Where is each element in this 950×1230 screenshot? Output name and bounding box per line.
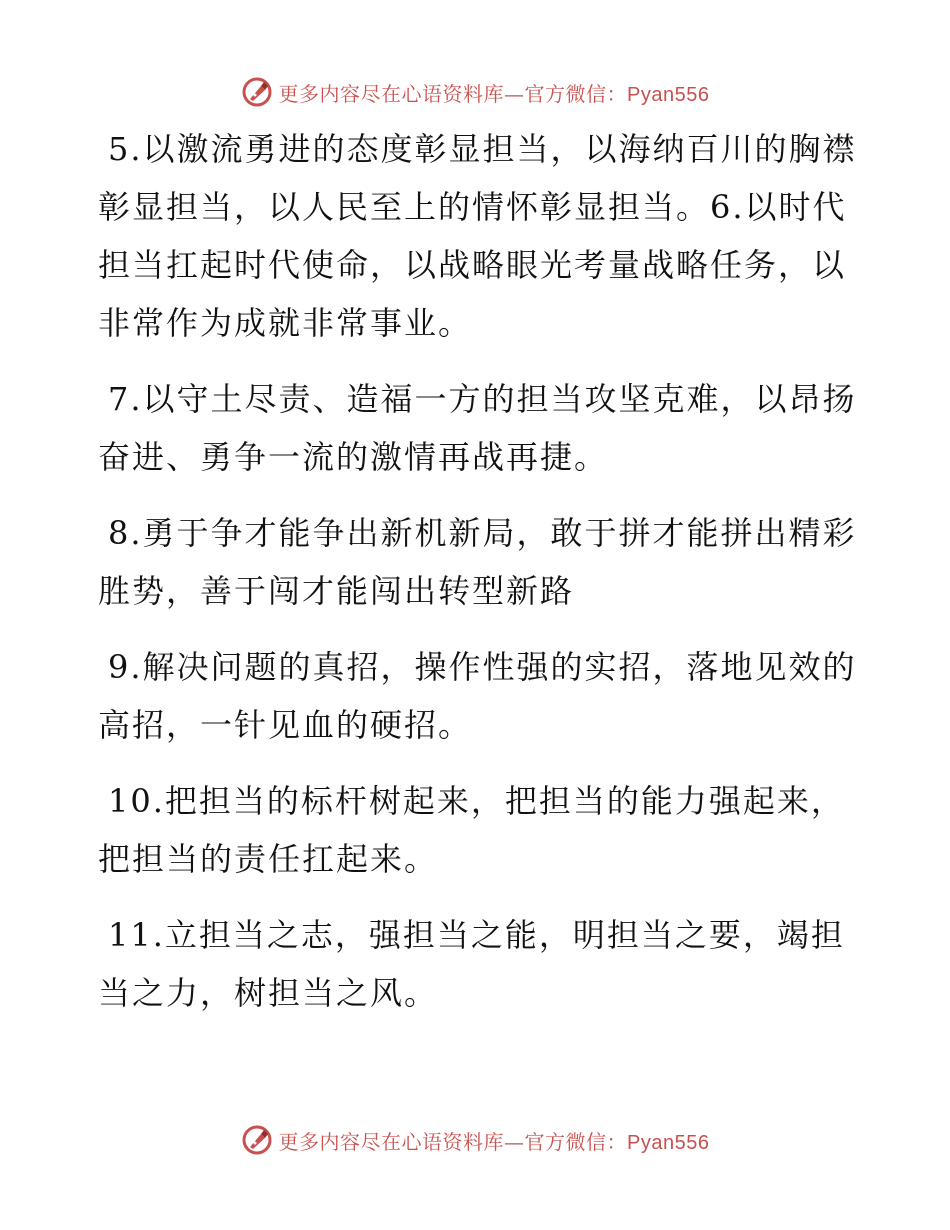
paragraph-5-6: 5.以激流勇进的态度彰显担当，以海纳百川的胸襟彰显担当，以人民至上的情怀彰显担当。6.以时代担当扛起时代使命，以战略眼光考量战略任务，以非常作为成就非常事业。 [98,130,857,342]
header-wechat-id: Pyan556 [627,83,710,106]
footer-banner [0,1120,950,1160]
header-text [279,78,710,107]
footer-separator: — [504,1129,525,1154]
footer-wechat-id: Pyan556 [627,1131,710,1154]
document-body [98,120,858,1040]
header-separator: — [504,81,525,106]
pen-nib-circle-icon [241,76,273,108]
paragraph-7: 7.以守土尽责、造福一方的担当攻坚克难，以昂扬奋进、勇争一流的激情再战再捷。 [98,380,857,476]
footer-brand-text: 更多内容尽在心语资料库 [278,1129,505,1154]
footer-text [279,1126,710,1155]
header-brand-text: 更多内容尽在心语资料库 [278,81,505,106]
header-official-text: 官方微信： [524,81,628,106]
pen-nib-circle-icon [241,1124,273,1156]
paragraph-8: 8.勇于争才能争出新机新局，敢于拼才能拼出精彩胜势，善于闯才能闯出转型新路 [98,514,857,610]
footer-official-text: 官方微信： [524,1129,628,1154]
header-banner [0,72,950,112]
paragraph-11: 11.立担当之志，强担当之能，明担当之要，竭担当之力，树担当之风。 [98,916,845,1012]
paragraph-9: 9.解决问题的真招，操作性强的实招，落地见效的高招，一针见血的硬招。 [98,648,857,744]
paragraph-10: 10.把担当的标杆树起来，把担当的能力强起来，把担当的责任扛起来。 [98,782,845,878]
